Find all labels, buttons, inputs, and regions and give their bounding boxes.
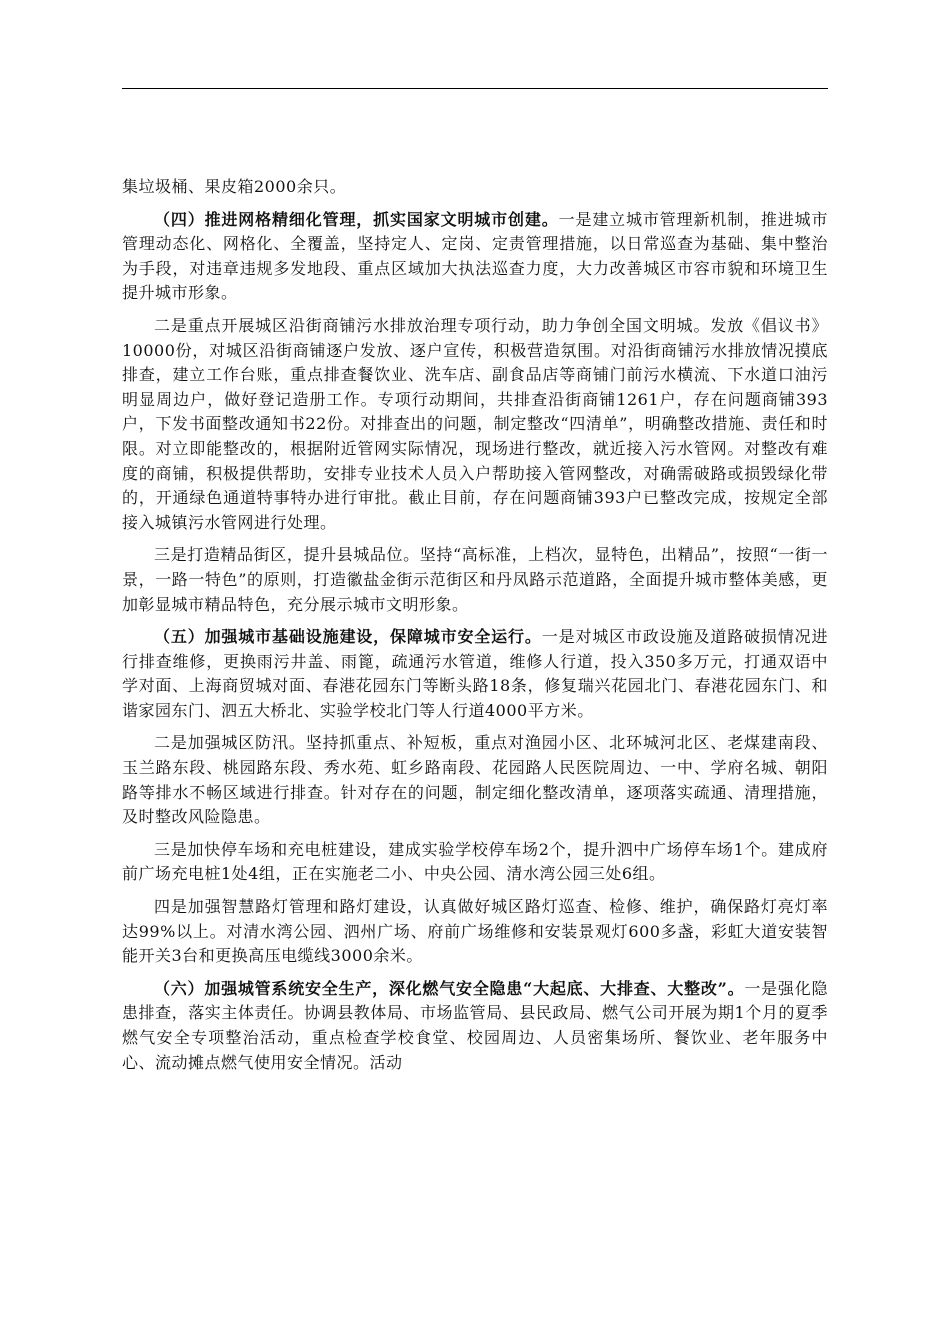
paragraph-2 xyxy=(122,208,828,306)
paragraph-text: 集垃圾桶、果皮箱2000余只。 xyxy=(122,177,347,196)
paragraph-8 xyxy=(122,895,828,969)
section-heading-6: （六）加强城管系统安全生产，深化燃气安全隐患“大起底、大排查、大整改”。 xyxy=(154,978,745,998)
paragraph-7 xyxy=(122,838,828,887)
paragraph-text: 二是加强城区防汛。坚持抓重点、补短板，重点对渔园小区、北环城河北区、老煤建南段、玉兰路东段、桃园路东段、秀水苑、虹乡路南段、花园路人民医院周边、一中、学府名城、朝阳路等排水不畅区域进行排查。针对存在的问题，制定细化整改清单，逐项落实疏通、清理措施，及时整改风险隐患。 xyxy=(122,733,828,827)
paragraph-text: 一是对城区市政设施及道路破损情况进行排查维修，更换雨污井盖、雨篦，疏通污水管道，维修人行道，投入350多万元，打通双语中学对面、上海商贸城对面、春港花园东门等断头路18条，修复瑞兴花园北门、春港花园东门、和谐家园东门、泗五大桥北、实验学校北门等人行道4000平方米。 xyxy=(122,627,828,720)
paragraph-text: 一是强化隐患排查，落实主体责任。协调县教体局、市场监管局、县民政局、燃气公司开展为期1个月的夏季燃气安全专项整治活动，重点检查学校食堂、校园周边、人员密集场所、餐饮业、老年服务中心、流动摊点燃气使用安全情况。活动 xyxy=(122,978,828,1072)
paragraph-6 xyxy=(122,731,828,829)
paragraph-5 xyxy=(122,625,828,723)
paragraph-text: 三是加快停车场和充电桩建设，建成实验学校停车场2个，提升泗中广场停车场1个。建成府前广场充电桩1处4组，正在实施老二小、中央公园、清水湾公园三处6组。 xyxy=(122,839,828,884)
paragraph-text: 一是建立城市管理新机制，推进城市管理动态化、网格化、全覆盖，坚持定人、定岗、定责管理措施，以日常巡查为基础、集中整治为手段，对违章违规多发地段、重点区域加大执法巡查力度，大力改善城区市容市貌和环境卫生提升城市形象。 xyxy=(122,209,828,303)
paragraph-4 xyxy=(122,543,828,617)
paragraph-text: 四是加强智慧路灯管理和路灯建设，认真做好城区路灯巡查、检修、维护，确保路灯亮灯率达99%以上。对清水湾公园、泗州广场、府前广场维修和安装景观灯600多盏，彩虹大道安装智能开关3台和更换高压电缆线3000余米。 xyxy=(122,897,828,966)
paragraph-9 xyxy=(122,977,828,1075)
section-heading-5: （五）加强城市基础设施建设，保障城市安全运行。 xyxy=(154,627,542,647)
header-rule xyxy=(122,88,828,89)
section-heading-4: （四）推进网格精细化管理，抓实国家文明城市创建。 xyxy=(154,209,559,229)
paragraph-text: 二是重点开展城区沿街商铺污水排放治理专项行动，助力争创全国文明城。发放《倡议书》10000份，对城区沿街商铺逐户发放、逐户宣传，积极营造氛围。对沿街商铺污水排放情况摸底排查，建立工作台账，重点排查餐饮业、洗车店、副食品店等商铺门前污水横流、下水道口油污明显周边户，做好登记造册工作。专项行动期间，共排查沿街商铺1261户，存在问题商铺393户，下发书面整改通知书22份。对排查出的问题，制定整改“四清单”，明确整改措施、责任和时限。对立即能整改的，根据附近管网实际情况，现场进行整改，就近接入污水管网。对整改有难度的商铺，积极提供帮助，安排专业技术人员入户帮助接入管网整改，对确需破路或损毁绿化带的，开通绿色通道特事特办进行审批。截止目前，存在问题商铺393户已整改完成，按规定全部接入城镇污水管网进行处理。 xyxy=(122,315,828,532)
paragraph-text: 三是打造精品街区，提升县城品位。坚持“高标准，上档次，显特色，出精品”，按照“一街一景，一路一特色”的原则，打造徽盐金街示范街区和丹凤路示范道路，全面提升城市整体美感，更加彰显城市精品特色，充分展示城市文明形象。 xyxy=(122,545,828,614)
paragraph-3 xyxy=(122,314,828,535)
paragraph-1 xyxy=(122,175,828,200)
document-body xyxy=(122,175,828,1083)
